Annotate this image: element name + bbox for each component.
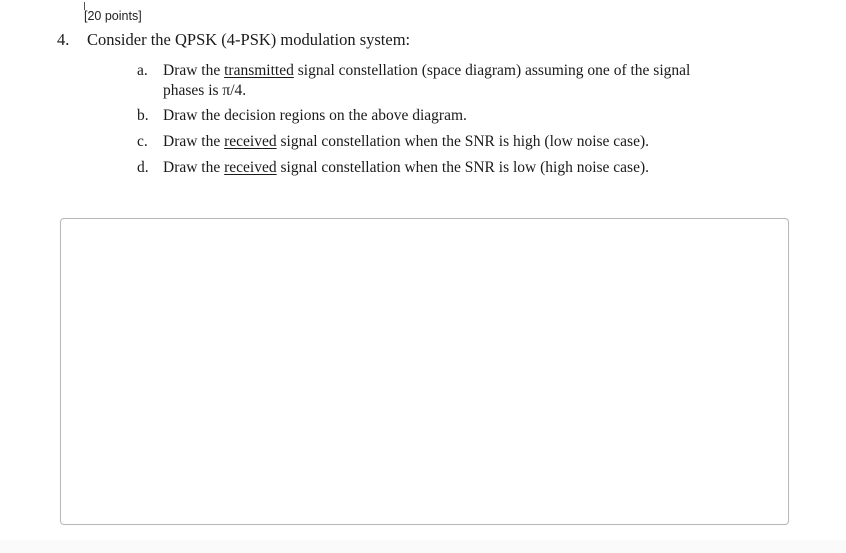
subpart-text-post: signal constellation (space diagram) assuming one of the signal phases is π/4. xyxy=(163,62,691,99)
subpart-letter: c. xyxy=(137,133,148,150)
subpart-letter: d. xyxy=(137,159,149,176)
subpart-text xyxy=(163,132,733,152)
subpart-text-pre: Draw the xyxy=(163,133,225,150)
points-label: [20 points] xyxy=(84,9,142,23)
subpart-text-pre: Draw the xyxy=(163,62,225,79)
subpart-letter: b. xyxy=(137,107,149,124)
question-text: Consider the QPSK (4-PSK) modulation system: xyxy=(87,30,411,49)
subpart-text xyxy=(163,106,733,126)
subpart-text xyxy=(163,158,733,178)
question-number: 4. xyxy=(57,30,70,49)
subpart-text-pre: Draw the decision regions on the above diagram. xyxy=(163,107,467,124)
subpart-text-post: signal constellation when the SNR is high (low noise case). xyxy=(276,133,649,150)
subpart-letter: a. xyxy=(137,62,148,79)
subpart-text xyxy=(163,61,733,101)
subpart-text-underlined: transmitted xyxy=(224,62,294,79)
answer-box[interactable] xyxy=(60,218,789,525)
subpart-text-underlined: received xyxy=(224,159,277,176)
page-bottom-band xyxy=(0,540,846,553)
subpart-text-pre: Draw the xyxy=(163,159,225,176)
subpart-text-underlined: received xyxy=(224,133,277,150)
subpart-text-post: signal constellation when the SNR is low (high noise case). xyxy=(276,159,649,176)
